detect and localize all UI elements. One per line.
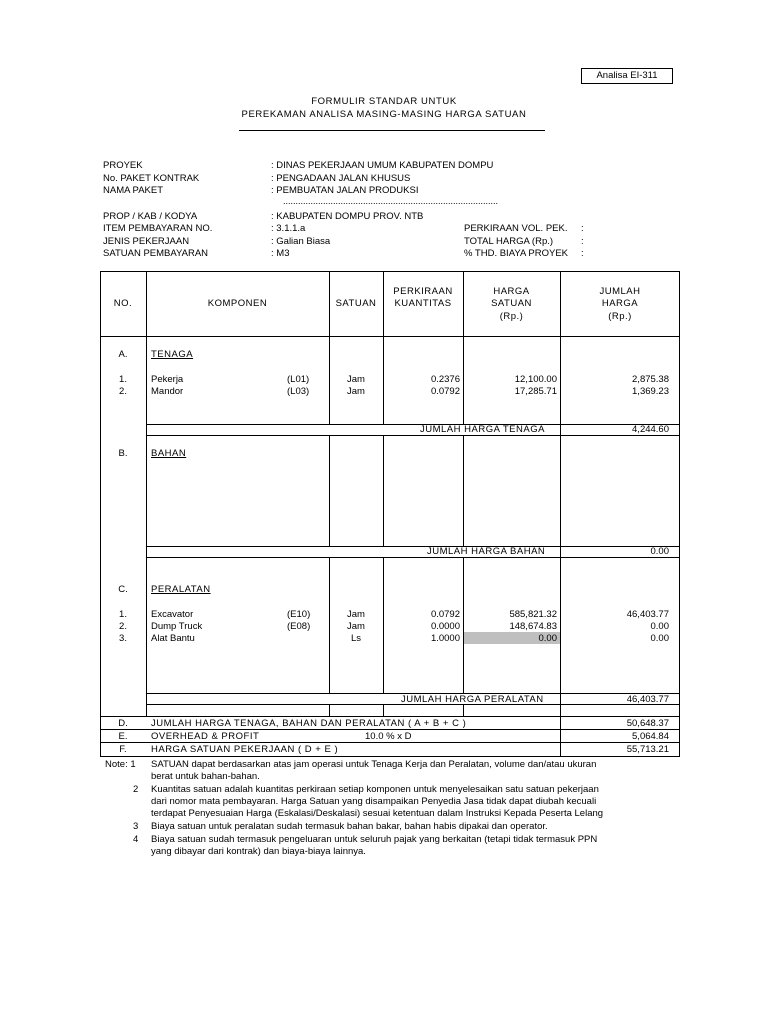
section-b-title: BAHAN — [151, 448, 187, 459]
row-a1-code: (L01) — [287, 374, 310, 385]
row-c3-name: Alat Bantu — [151, 633, 195, 644]
row-f-label: HARGA SATUAN PEKERJAAN ( D + E ) — [151, 744, 339, 755]
row-e-top — [100, 729, 680, 730]
row-a2-total: 1,369.23 — [632, 386, 669, 397]
sum-b-bottom — [146, 557, 680, 558]
row-a1-qty: 0.2376 — [430, 374, 460, 385]
note-2-number: 2 — [133, 784, 139, 795]
row-a1-unit: Jam — [347, 374, 365, 385]
section-c-no: C. — [118, 584, 128, 595]
sum-c-value: 46,403.77 — [626, 694, 669, 705]
note-3-line1: Biaya satuan untuk peralatan sudah termasuk bahan bakar, bahan habis dipakai dan operator. — [151, 821, 548, 832]
row-c2-qty: 0.0000 — [430, 621, 460, 632]
row-c2-no: 2. — [119, 621, 127, 632]
total-colon: : — [581, 236, 584, 247]
nama-paket-value: : PEMBUATAN JALAN PRODUKSI — [271, 185, 419, 196]
col-line-no — [146, 271, 147, 717]
row-a2-no: 2. — [119, 386, 127, 397]
row-c2-unit: Jam — [347, 621, 365, 632]
note-4-number: 4 — [133, 834, 139, 845]
paket-kontrak-value: : PENGADAAN JALAN KHUSUS — [271, 173, 411, 184]
note-2-line3: terdapat Penyesuaian Harga (Eskalasi/Deskalasi) sesuai ketentuan dalam Instruksi Kepada Peserta Lelang — [151, 808, 604, 819]
header-jumlah: JUMLAH — [599, 286, 641, 297]
title-divider — [239, 130, 545, 131]
col-line-satuan-a — [329, 271, 330, 425]
col-line-jumlah — [560, 271, 561, 717]
header-kuantitas: KUANTITAS — [394, 298, 452, 309]
row-d-top — [100, 716, 680, 717]
row-a1-total: 2,875.38 — [632, 374, 669, 385]
header-jumlah-harga: HARGA — [601, 298, 639, 309]
pct-label: % THD. BIAYA PROYEK — [464, 248, 569, 259]
note-4-line1: Biaya satuan sudah termasuk pengeluaran untuk seluruh pajak yang berkaitan (tetapi tidak termasuk PPN — [151, 834, 598, 845]
row-a2-qty: 0.0792 — [430, 386, 460, 397]
item-label: ITEM PEMBAYARAN NO. — [103, 223, 213, 234]
header-satuan: SATUAN — [335, 298, 377, 309]
vol-colon: : — [581, 223, 584, 234]
row-c3-price: 0.00 — [538, 633, 557, 644]
sum-c-label: JUMLAH HARGA PERALATAN — [401, 694, 544, 705]
header-harga-rp: (Rp.) — [499, 311, 524, 322]
header-harga-satuan: SATUAN — [491, 298, 532, 309]
row-f-top — [100, 742, 680, 743]
row-c1-unit: Jam — [347, 609, 365, 620]
note-3-number: 3 — [133, 821, 139, 832]
note-1-line2: berat untuk bahan-bahan. — [151, 771, 260, 782]
total-label: TOTAL HARGA (Rp.) — [464, 236, 554, 247]
note-2-line1: Kuantitas satuan adalah kuantitas perkiraan setiap komponen untuk menyelesaikan satu satuan pekerjaan — [151, 784, 599, 795]
row-e-label: OVERHEAD & PROFIT — [151, 731, 260, 742]
note-4-line2: yang dibayar dari kontrak) dan biaya-biaya lainnya. — [151, 846, 366, 857]
sum-a-bottom — [146, 435, 680, 436]
row-c3-qty: 1.0000 — [430, 633, 460, 644]
proyek-label: PROYEK — [103, 160, 143, 171]
row-d-value: 50,648.37 — [626, 718, 669, 729]
form-title-line2: PEREKAMAN ANALISA MASING-MASING HARGA SATUAN — [241, 109, 527, 120]
form-title-line1: FORMULIR STANDAR UNTUK — [311, 96, 457, 107]
row-a2-name: Mandor — [151, 386, 184, 397]
row-a1-name: Pekerja — [151, 374, 184, 385]
row-f-value: 55,713.21 — [626, 744, 669, 755]
header-no: NO. — [113, 298, 133, 309]
row-a2-price: 17,285.71 — [514, 386, 557, 397]
row-c1-qty: 0.0792 — [430, 609, 460, 620]
header-harga: HARGA — [493, 286, 530, 297]
row-c1-price: 585,821.32 — [509, 609, 557, 620]
nama-paket-label: NAMA PAKET — [103, 185, 164, 196]
pct-colon: : — [581, 248, 584, 259]
reference-code-box: Analisa EI-311 — [581, 68, 673, 84]
note-2-line2: dari nomor mata pembayaran. Harga Satuan yang disampaikan Penyedia Jasa tidak dapat diubah kecuali — [151, 796, 597, 807]
row-c2-price: 148,674.83 — [509, 621, 557, 632]
item-value: : 3.1.1.a — [271, 223, 306, 234]
paket-kontrak-label: No. PAKET KONTRAK — [103, 173, 200, 184]
jenis-label: JENIS PEKERJAAN — [103, 236, 190, 247]
note-1-line1: SATUAN dapat berdasarkan atas jam operasi untuk Tenaga Kerja dan Peralatan, volume dan/atau ukuran — [151, 759, 597, 770]
vol-label: PERKIRAAN VOL. PEK. — [464, 223, 568, 234]
section-a-title: TENAGA — [151, 349, 194, 360]
satuan-value: : M3 — [271, 248, 290, 259]
proyek-value: : DINAS PEKERJAAN UMUM KABUPATEN DOMPU — [271, 160, 494, 171]
row-a2-code: (L03) — [287, 386, 310, 397]
sum-a-value: 4,244.60 — [632, 424, 669, 435]
row-d-label: JUMLAH HARGA TENAGA, BAHAN DAN PERALATAN ( A + B + C ) — [151, 718, 467, 729]
row-c1-total: 46,403.77 — [626, 609, 669, 620]
header-perkiraan: PERKIRAAN — [393, 286, 453, 297]
row-c2-total: 0.00 — [650, 621, 669, 632]
row-a2-unit: Jam — [347, 386, 365, 397]
analysis-table — [100, 271, 680, 757]
sum-b-value: 0.00 — [650, 546, 669, 557]
header-bottom-line — [100, 336, 680, 337]
col-line-qty-b — [383, 436, 384, 547]
notes-label: Note: 1 — [105, 759, 136, 770]
row-e-formula: 10.0 % x D — [365, 731, 412, 742]
section-a-no: A. — [118, 349, 128, 360]
section-c-title: PERALATAN — [151, 584, 211, 595]
col-line-satuan-b — [329, 436, 330, 547]
col-line-harga-b — [463, 436, 464, 547]
row-c3-unit: Ls — [350, 633, 362, 644]
row-c2-name: Dump Truck — [151, 621, 203, 632]
header-komponen: KOMPONEN — [207, 298, 268, 309]
satuan-label: SATUAN PEMBAYARAN — [103, 248, 209, 259]
row-c1-name: Excavator — [151, 609, 194, 620]
row-c1-no: 1. — [119, 609, 127, 620]
row-c1-code: (E10) — [287, 609, 311, 620]
row-a1-price: 12,100.00 — [514, 374, 557, 385]
row-e-no: E. — [118, 731, 128, 742]
sum-a-label: JUMLAH HARGA TENAGA — [420, 424, 545, 435]
prop-value: : KABUPATEN DOMPU PROV. NTB — [271, 211, 424, 222]
section-b-no: B. — [118, 448, 128, 459]
prop-label: PROP / KAB / KODYA — [103, 211, 198, 222]
row-e-value: 5,064.84 — [632, 731, 669, 742]
dotted-line: ...................................................................................... — [283, 196, 499, 206]
row-c2-code: (E08) — [287, 621, 311, 632]
row-a1-no: 1. — [119, 374, 127, 385]
row-d-no: D. — [118, 718, 128, 729]
row-c3-total: 0.00 — [650, 633, 669, 644]
header-jumlah-rp: (Rp.) — [608, 311, 632, 322]
row-f-no: F. — [119, 744, 127, 755]
row-c3-no: 3. — [119, 633, 127, 644]
jenis-value: : Galian Biasa — [271, 236, 331, 247]
sum-b-label: JUMLAH HARGA BAHAN — [427, 546, 546, 557]
